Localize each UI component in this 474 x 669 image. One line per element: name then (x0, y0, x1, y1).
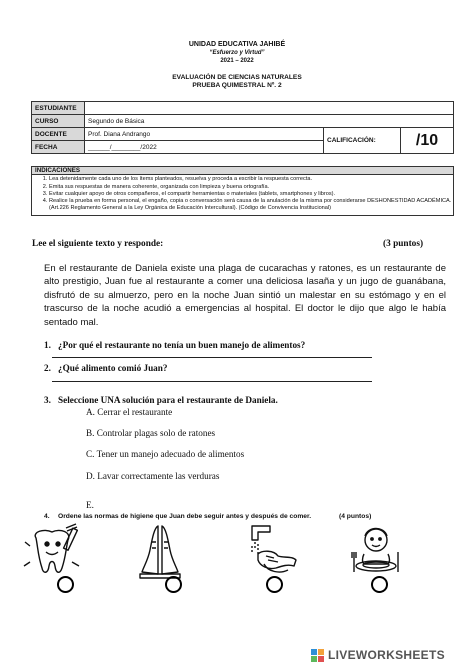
option-c[interactable] (86, 449, 244, 459)
option-e[interactable] (86, 500, 94, 510)
liveworksheets-logo[interactable] (311, 648, 473, 664)
teacher-value: Prof. Diana Andrango (85, 128, 324, 141)
option-b[interactable] (86, 428, 215, 438)
question-2-number: 2. (44, 363, 51, 373)
option-d[interactable] (86, 471, 219, 481)
instructions-title: INDICACIONES (32, 167, 453, 175)
question-1-number: 1. (44, 340, 51, 350)
course-label: CURSO (32, 115, 85, 128)
logo-icon (311, 649, 325, 663)
option-text: Cerrar el restaurante (97, 407, 173, 417)
question-4-points: (4 puntos) (339, 513, 372, 520)
option-letter: A. (86, 407, 95, 417)
answer-circle-2[interactable] (165, 576, 182, 593)
question-4-number: 4. (44, 513, 50, 520)
answer-line-1[interactable] (52, 357, 372, 358)
option-letter: B. (86, 428, 95, 438)
option-letter: C. (86, 449, 95, 459)
logo-text: LIVEWORKSHEETS (328, 648, 445, 662)
option-text: Tener un manejo adecuado de alimentos (96, 449, 245, 459)
option-letter: E. (86, 500, 94, 510)
eating-child-icon (346, 522, 406, 582)
student-label: ESTUDIANTE (32, 102, 85, 115)
tooth-brushing-icon (22, 522, 82, 582)
instructions-list (32, 176, 453, 212)
school-name: UNIDAD EDUCATIVA JAHIBÉ (188, 41, 286, 48)
student-info-table (31, 101, 454, 154)
exam-title: EVALUACIÓN DE CIENCIAS NATURALES (172, 74, 302, 81)
course-value: Segundo de Básica (85, 115, 454, 128)
answer-line-2[interactable] (52, 381, 372, 382)
reading-text: En el restaurante de Daniela existe una plaga de cucarachas y ratones, es un restaurante de alto prestigio, Juan fue al restaurante a comer una deliciosa lasaña y un jugo de guanábana, disfrutó de su almuerzo, pero en la noche Juan sintió un malestar en su estómago y en el trascurso de la noche acudió a emergencias al hospital. El doctor le dijo que algo le había sentado mal. (44, 263, 446, 328)
instructions-box (31, 166, 454, 216)
teacher-label: DOCENTE (32, 128, 85, 141)
grade-label: CALIFICACIÓN: (324, 128, 401, 154)
instruction-item: 2. Emita sus respuestas de manera coherente, organizada con limpieza y buena ortografía. (49, 184, 453, 191)
option-text: Controlar plagas solo de ratones (96, 428, 216, 438)
question-1-text: ¿Por qué el restaurante no tenía un buen manejo de alimentos? (58, 340, 306, 350)
question-3-text: Seleccione UNA solución para el restaurante de Daniela. (58, 395, 278, 405)
reading-instruction: Lee el siguiente texto y responde: (32, 239, 164, 249)
answer-circle-3[interactable] (266, 576, 283, 593)
grade-value: /10 (401, 128, 454, 154)
school-year: 2021 – 2022 (220, 58, 254, 64)
option-a[interactable] (86, 407, 172, 417)
option-text: Lavar correctamente las verduras (97, 471, 220, 481)
question-4-text: Ordene las normas de higiene que Juan debe seguir antes y después de comer. (58, 513, 312, 520)
reading-points: (3 puntos) (383, 239, 424, 249)
answer-circle-4[interactable] (371, 576, 388, 593)
praying-hands-icon (130, 520, 190, 580)
option-letter: D. (86, 471, 95, 481)
hand-washing-icon (244, 520, 304, 580)
student-name-field[interactable] (85, 102, 454, 115)
question-3-number: 3. (44, 395, 51, 405)
exam-subtitle: PRUEBA QUIMESTRAL Nº. 2 (192, 82, 282, 89)
instruction-item: 1. Lea detenidamente cada uno de los ítems planteados, resuelva y proceda a escribir la respuesta correcta. (49, 176, 453, 183)
date-label: FECHA (32, 141, 85, 154)
instruction-item: 3. Evitar cualquier apoyo de otros compañeros, el compartir herramientas o materiales (tablets, smartphones y libros). (49, 191, 453, 198)
answer-circle-1[interactable] (57, 576, 74, 593)
school-motto: “Esfuerzo y Virtud” (209, 50, 265, 56)
date-field[interactable]: ______/________/2022 (85, 141, 324, 154)
question-2-text: ¿Qué alimento comió Juan? (58, 363, 168, 373)
instruction-item: 4. Realice la prueba en forma personal, el engaño, copia o conversación será causa de la anulación de la misma por considerarse DESHONESTIDAD ACADÉMICA. (Art.226 Reglamento General a la Ley Orgánica de Educación Intercultural). (Código de Convivencia Institucional) (49, 198, 453, 213)
